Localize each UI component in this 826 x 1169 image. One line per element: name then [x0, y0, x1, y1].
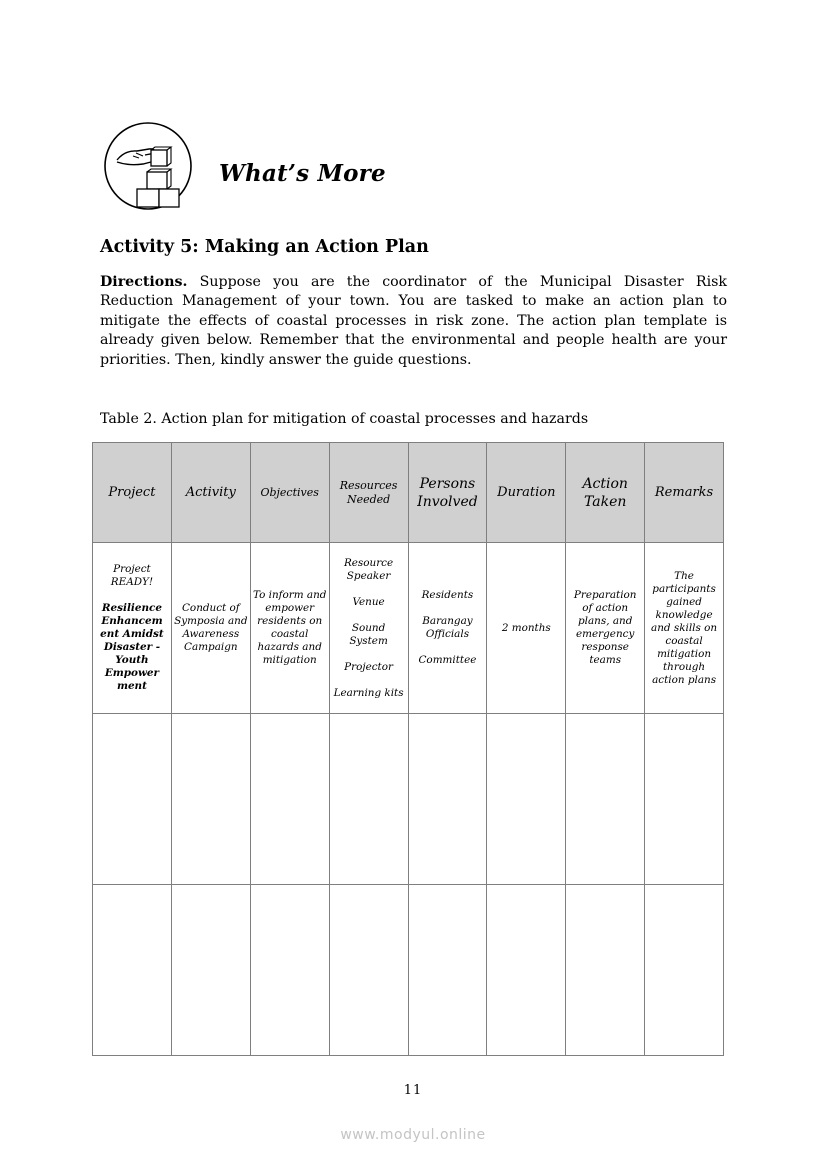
table-row-empty: [93, 885, 724, 1056]
resource-item: Projector: [344, 660, 393, 673]
empty-cell[interactable]: [408, 714, 487, 885]
empty-cell[interactable]: [566, 885, 645, 1056]
header-remarks: Remarks: [645, 443, 724, 543]
cell-resources: [329, 543, 408, 714]
header-action-taken: Action Taken: [566, 443, 645, 543]
cell-project: [93, 543, 172, 714]
empty-cell[interactable]: [93, 885, 172, 1056]
empty-cell[interactable]: [250, 714, 329, 885]
empty-cell[interactable]: [250, 885, 329, 1056]
cell-objectives: To inform and empower residents on coastal hazards and mitigation: [250, 543, 329, 714]
table-header-row: [93, 443, 724, 543]
watermark-url: www.modyul.online: [340, 1127, 486, 1143]
cell-action-taken: Preparation of action plans, and emergency response teams: [566, 543, 645, 714]
resource-item: Learning kits: [333, 686, 404, 699]
table-caption: Table 2. Action plan for mitigation of coastal processes and hazards: [100, 411, 589, 427]
directions-paragraph: [100, 273, 727, 370]
cell-persons: [408, 543, 487, 714]
directions-label: Directions.: [100, 274, 188, 290]
empty-cell[interactable]: [408, 885, 487, 1056]
empty-cell[interactable]: [566, 714, 645, 885]
resource-item: Resource Speaker: [343, 556, 394, 582]
person-item: Residents: [421, 589, 474, 601]
cell-activity: Conduct of Symposia and Awareness Campaign: [171, 543, 250, 714]
activity-icon: [103, 120, 193, 212]
directions-text: Suppose you are the coordinator of the Municipal Disaster Risk Reduction Management of your town. You are tasked to make an action plan to mitigate the effects of coastal processes in risk zone. The action plan template is already given below. Remember that the environmental and people health are your priorities. Then, kindly answer the guide questions.: [100, 274, 727, 368]
header-persons-involved: Persons Involved: [408, 443, 487, 543]
empty-cell[interactable]: [645, 885, 724, 1056]
header-duration: Duration: [487, 443, 566, 543]
project-name: Project READY!: [110, 563, 154, 588]
empty-cell[interactable]: [171, 885, 250, 1056]
project-full-name: Resilience Enhancem ent Amidst Disaster -Youth Empower ment: [100, 602, 164, 692]
header-project: Project: [93, 443, 172, 543]
empty-cell[interactable]: [93, 714, 172, 885]
header-activity: Activity: [171, 443, 250, 543]
header-objectives: Objectives: [250, 443, 329, 543]
person-item: Barangay Officials: [422, 615, 473, 640]
section-title: What’s More: [219, 160, 386, 187]
empty-cell[interactable]: [487, 714, 566, 885]
resource-item: Venue: [352, 595, 385, 608]
empty-cell[interactable]: [329, 885, 408, 1056]
cell-duration: 2 months: [487, 543, 566, 714]
empty-cell[interactable]: [329, 714, 408, 885]
person-item: Committee: [418, 654, 477, 666]
page-number: 11: [403, 1083, 423, 1098]
empty-cell[interactable]: [645, 714, 724, 885]
cell-remarks: The participants gained knowledge and skills on coastal mitigation through action plans: [645, 543, 724, 714]
empty-cell[interactable]: [171, 714, 250, 885]
header-resources-needed: Resources Needed: [329, 443, 408, 543]
action-plan-table: [92, 442, 724, 1056]
empty-cell[interactable]: [487, 885, 566, 1056]
table-row: [93, 543, 724, 714]
resource-item: Sound System: [349, 621, 388, 647]
table-row-empty: [93, 714, 724, 885]
activity-title: Activity 5: Making an Action Plan: [100, 237, 429, 257]
